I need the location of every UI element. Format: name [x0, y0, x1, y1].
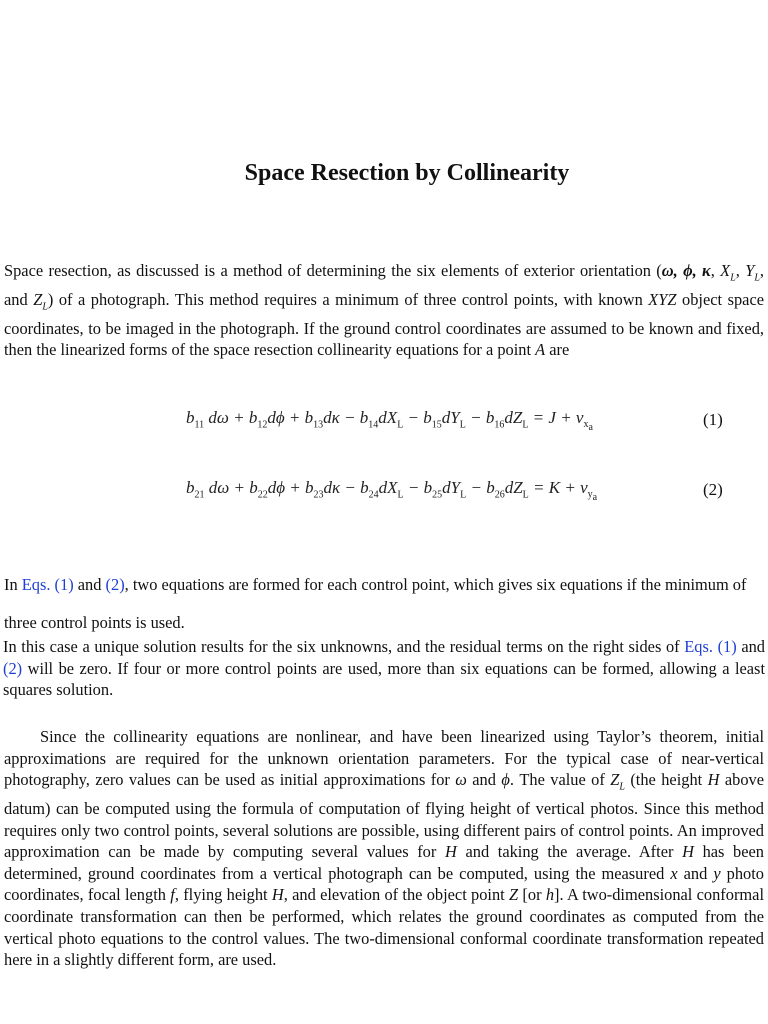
- omega-symbol: ω: [455, 770, 467, 790]
- omega-symbol: ω: [661, 261, 674, 280]
- phi-symbol: ϕ: [501, 770, 510, 790]
- eq-sub: L: [522, 419, 529, 431]
- text: [or: [518, 885, 546, 905]
- unique-solution-paragraph: [3, 636, 765, 701]
- eq-term: − b: [403, 408, 432, 427]
- zl-subscript: L: [42, 301, 48, 313]
- eq-sub: L: [459, 419, 466, 431]
- zl-symbol: Z: [33, 289, 43, 309]
- kappa-symbol: κ: [702, 261, 711, 280]
- f-symbol: f: [170, 885, 175, 905]
- text: In this case a unique solution results for the six unknowns, and the residual terms on the right sides of: [3, 637, 685, 656]
- eq-term: dκ − b: [323, 478, 369, 497]
- eq-sub: 23: [313, 489, 324, 501]
- h-symbol: H: [682, 842, 694, 862]
- equations-reference-paragraph: [4, 566, 764, 642]
- eq-2-link[interactable]: (2): [3, 658, 23, 678]
- eq-term: − b: [403, 478, 433, 497]
- eq-term: dω + b: [204, 408, 258, 427]
- text: ,: [710, 261, 721, 280]
- eq-1-link[interactable]: Eqs. (1): [684, 637, 737, 656]
- text: In: [4, 575, 22, 594]
- eq-sub: 22: [257, 489, 268, 501]
- h-lower-symbol: h: [545, 885, 555, 905]
- eq-term: dZ: [504, 408, 523, 427]
- equation-number-1: (1): [703, 410, 723, 429]
- eq-sub: 16: [494, 419, 505, 431]
- text: and: [73, 575, 106, 594]
- text: , and: [4, 261, 764, 309]
- eq-sub-text: y: [587, 489, 593, 501]
- text: , two equations are formed for each control point, which gives six equations if the minimum of three control points is used.: [4, 575, 747, 632]
- text: photo coordinates, focal length: [4, 863, 764, 905]
- zl-symbol: Z: [610, 770, 620, 790]
- eq-sub: 11: [194, 419, 205, 431]
- z-symbol: Z: [509, 885, 519, 905]
- eq-sub: L: [397, 489, 404, 501]
- approximation-paragraph: [4, 726, 764, 971]
- equation-1: [186, 408, 593, 433]
- eq-term: dϕ + b: [267, 478, 314, 497]
- phi-symbol: ϕ: [683, 261, 693, 280]
- eq-sub: [587, 489, 598, 504]
- eq-sub: 21: [194, 489, 205, 501]
- y-symbol: y: [713, 863, 721, 883]
- equation-number-2: (2): [703, 480, 723, 499]
- eq-term: dω + b: [204, 478, 258, 497]
- zl-subscript: L: [619, 781, 625, 793]
- text: , flying height: [174, 885, 272, 905]
- intro-paragraph: [4, 260, 764, 361]
- text: will be zero. If four or more control points are used, more than six equations can be formed, allowing a least squares solution.: [3, 658, 765, 700]
- h-symbol: H: [271, 885, 284, 905]
- eq-term: − b: [466, 478, 495, 497]
- eq-sub: [583, 419, 593, 434]
- text: above datum) can be computed using the formula of computation of flying height of vertical photos. Since this method requires only two control points, several solutions are possible, using different pairs of control points. An improved approximation can be made by computing several values for: [4, 770, 764, 862]
- text: and: [466, 770, 502, 790]
- eq-term: dκ − b: [323, 408, 369, 427]
- eq-sub: 25: [432, 489, 443, 501]
- text: and: [677, 863, 714, 883]
- equation-2: [186, 478, 597, 503]
- xl-subscript: L: [730, 272, 736, 284]
- text: ,: [692, 261, 697, 280]
- eq-sub: L: [522, 489, 529, 501]
- eq-sub: 12: [257, 419, 268, 431]
- eq-term: dX: [378, 408, 398, 427]
- eq-term: dY: [442, 478, 461, 497]
- eq-term: = K + v: [528, 478, 588, 497]
- xl-symbol: X: [720, 261, 731, 280]
- text: . The value of: [509, 770, 611, 790]
- h-symbol: H: [707, 770, 720, 790]
- text: ) of a photograph. This method requires a minimum of three control points, with known: [47, 289, 649, 309]
- eq-sub: 14: [368, 419, 379, 431]
- eq-sub: 24: [368, 489, 379, 501]
- text: has been determined, ground coordinates from a vertical photograph can be computed, using the measured: [4, 842, 764, 883]
- eq-1-link[interactable]: Eqs. (1): [21, 575, 74, 594]
- yl-symbol: Y: [745, 261, 755, 280]
- eq-sub: 26: [494, 489, 505, 501]
- text: and: [736, 637, 765, 656]
- eq-subsub: a: [588, 422, 593, 434]
- eq-term: dZ: [504, 478, 523, 497]
- text: ]. A two-dimensional conformal coordinate transformation can then be performed, which relates the ground coordinates as computed from the vertical photo equations to the control values. The two-dimensional conformal coordinate transformation repeated here in a slightly different form, are used.: [4, 885, 764, 970]
- h-symbol: H: [444, 842, 457, 862]
- point-a-symbol: A: [535, 340, 546, 360]
- text: , and elevation of the object point: [283, 885, 510, 905]
- eq-term: dY: [441, 408, 460, 427]
- text: (the height: [624, 770, 708, 790]
- eq-term: b: [186, 408, 195, 427]
- eq-sub: L: [397, 419, 404, 431]
- eq-term: − b: [465, 408, 495, 427]
- eq-sub: L: [460, 489, 467, 501]
- page-title: Space Resection by Collinearity: [244, 160, 570, 186]
- eq-term: dX: [378, 478, 398, 497]
- eq-term: b: [186, 478, 195, 497]
- text: Since the collinearity equations are nonlinear, and have been linearized using Taylor’s theorem, initial approximations are required for the unknown orientation parameters. For the typical case of near-vertical photography, zero values can be used as initial approximations for: [4, 727, 764, 790]
- text: ,: [673, 261, 684, 280]
- text: are: [545, 340, 570, 360]
- eq-term: dϕ + b: [267, 408, 314, 427]
- text: ,: [735, 261, 746, 280]
- eq-subsub: a: [592, 492, 598, 504]
- text: and taking the average. After: [456, 842, 683, 862]
- eq-sub: 15: [431, 419, 442, 431]
- text: Space resection, as discussed is a method of determining the six elements of exterior orientation (: [4, 261, 662, 280]
- eq-sub: 13: [313, 419, 324, 431]
- yl-subscript: L: [754, 272, 760, 284]
- eq-sub-text: x: [583, 419, 589, 431]
- xyz-symbol: XYZ: [648, 289, 677, 309]
- x-symbol: x: [670, 863, 678, 883]
- eq-term: = J + v: [528, 408, 584, 427]
- text: object space coordinates, to be imaged in the photograph. If the ground control coordinates are assumed to be known and fixed, then the linearized forms of the space resection collinearity equations for a point: [4, 289, 765, 360]
- eq-2-link[interactable]: (2): [105, 575, 125, 594]
